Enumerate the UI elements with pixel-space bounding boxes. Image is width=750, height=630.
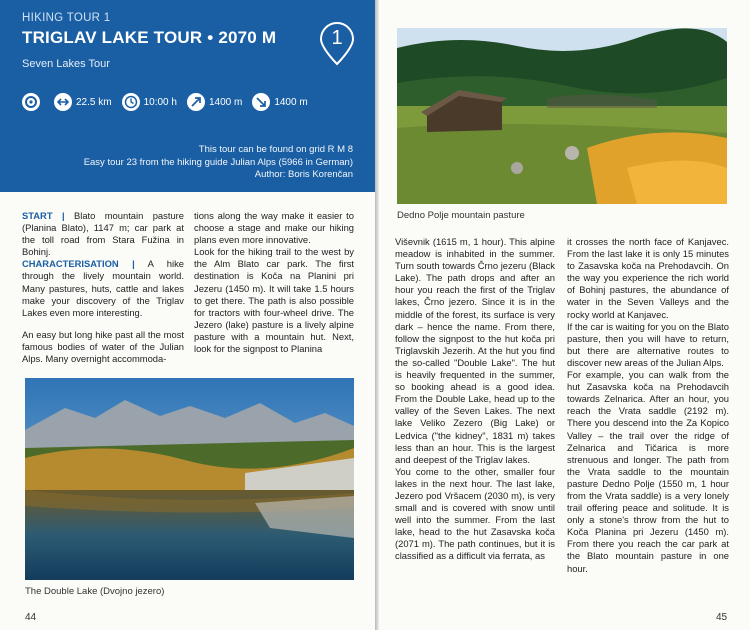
- tour-header-banner: [0, 0, 375, 192]
- page-number-left: 44: [25, 612, 37, 623]
- stat-descent-value: 1400 m: [274, 96, 308, 108]
- left-column-2: tions along the way make it easier to choose a stage and make our hiking plans even more innovative. Look for the hiking trail to the west by the Alm Blato car park. The first destination is Koča na Planini pri Jezeru (1450 m). It will take 1.5 hours to get there. The path is also possible for tractors with four-wheel drive. The Jezero (lake) pasture is a lively alpine pasture with a mountain hut. Next, look for the signpost to Planina: [194, 210, 354, 355]
- pasture-landscape-image: [397, 28, 727, 204]
- start-label: START |: [22, 210, 65, 221]
- descent-icon: [252, 93, 270, 111]
- stat-distance-value: 22.5 km: [76, 96, 112, 108]
- tour-label: HIKING TOUR 1: [22, 12, 111, 24]
- characterisation-text: A hike through the lively mountain world. Many pastures, huts, cattle and lakes make your discovery of the Triglav Lakes even more interesting.: [22, 258, 184, 318]
- right-page: [379, 0, 750, 630]
- tour-number: 1: [331, 27, 343, 49]
- characterisation-paragraph: [22, 258, 184, 318]
- tour-title: TRIGLAV LAKE TOUR • 2070 M: [22, 28, 277, 47]
- route-icon: [22, 93, 40, 111]
- arrows-icon: [54, 93, 72, 111]
- double-lake-caption: The Double Lake (Dvojno jezero): [25, 586, 165, 597]
- lake-landscape-image: [25, 378, 354, 580]
- info-author: Author: Boris Korenčan: [254, 169, 353, 180]
- tour-info: [84, 144, 353, 182]
- stat-ascent-value: 1400 m: [208, 96, 243, 108]
- start-paragraph: [22, 210, 184, 258]
- right-column-1: Viševnik (1615 m, 1 hour). This alpine meadow is inhabited in the summer. Turn south towards Črno jezeru (Black Lake). The path drops and after an hour you reach the first of the Triglav lakes, Črno jezero. Since it is in the middle of the forest, its surface is very dark – hence the name. From there, follow the signpost to the hut koča pri Triglavskih Jezerih. At the hut you find the so-called "Double Lake". The hut is heavily frequented in the summer, so booking ahead is a good idea. From the Double Lake, head up to the valley of the Seven Lakes. The next lake Veliko Zezero (Big Lake) or Ledvica ("the kidney", 1831 m) takes less than an hour. This is the largest and deepest of the Triglav lakes. You come to the other, smaller four lakes in the next hour. The last lake, Jezero pod Vršacem (2030 m), is very small and is covered with snow until well into the summer. From the last lake, head to the hut Zasavska koča (2071 m). The path continues, but it is classified as a difficult via ferrata, as: [395, 236, 555, 562]
- clock-icon: [122, 93, 140, 111]
- stat-descent: [252, 93, 307, 111]
- stat-route: [22, 93, 44, 111]
- info-guide: Easy tour 23 from the hiking guide Julian Alps (5966 in German): [83, 156, 353, 168]
- characterisation-label: CHARACTERISATION |: [22, 258, 135, 270]
- start-text: Blato mountain pasture (Planina Blato), 1147 m; car park at the toll road from Stara Fužina in Bohinj.: [22, 210, 184, 258]
- tour-stats: [22, 92, 318, 112]
- dedno-polje-photo: [397, 28, 727, 204]
- stat-distance: [54, 93, 112, 111]
- dedno-polje-caption: Dedno Polje mountain pasture: [397, 210, 525, 221]
- double-lake-photo: [25, 378, 354, 580]
- right-column-2: it crosses the north face of Kanjavec. From the last lake it is only 15 minutes to Zasavska koča na Prehodavcih. On the way you experience the rich world of Bohinj pastures, the abundance of water in the Seven Valleys and the rocky world at Kanjavec. If the car is waiting for you on the Blato pasture, then you will have to return, but there are alternative routes to discover new areas of the Julian Alps. For example, you can walk from the hut Zasavska koča na Prehodavcih towards Zelnarica. After an hour, you reach the Vrata saddle (2192 m). There you descend into the Za Kopico Valley – the trail over the ridge of Zelnarica and Tičarica is more strenuous and longer. The path from the Vrata saddle to the mountain pasture Dedno Polje (1550 m, 1 hour from the Vrata saddle) is a very lonely trail offering peace and solitude. It is only a stone's throw from the hut to Koča Planina pri Jezeru (1450 m). From there you reach the car park at the Blato mountain pasture in one hour.: [567, 236, 729, 574]
- stat-duration: [122, 93, 177, 111]
- stat-duration-value: 10:00 h: [143, 96, 177, 108]
- intro-paragraph: An easy but long hike past all the most famous bodies of water of the Julian Alps. Many overnight accommoda-: [22, 328, 184, 365]
- page-number-right: 45: [716, 612, 728, 623]
- tour-number-badge: [318, 22, 356, 66]
- info-grid: This tour can be found on grid R M 8: [198, 144, 353, 155]
- left-column-1: [22, 210, 184, 365]
- stat-ascent: [187, 93, 242, 111]
- ascent-icon: [187, 93, 205, 111]
- tour-subtitle: Seven Lakes Tour: [22, 58, 110, 70]
